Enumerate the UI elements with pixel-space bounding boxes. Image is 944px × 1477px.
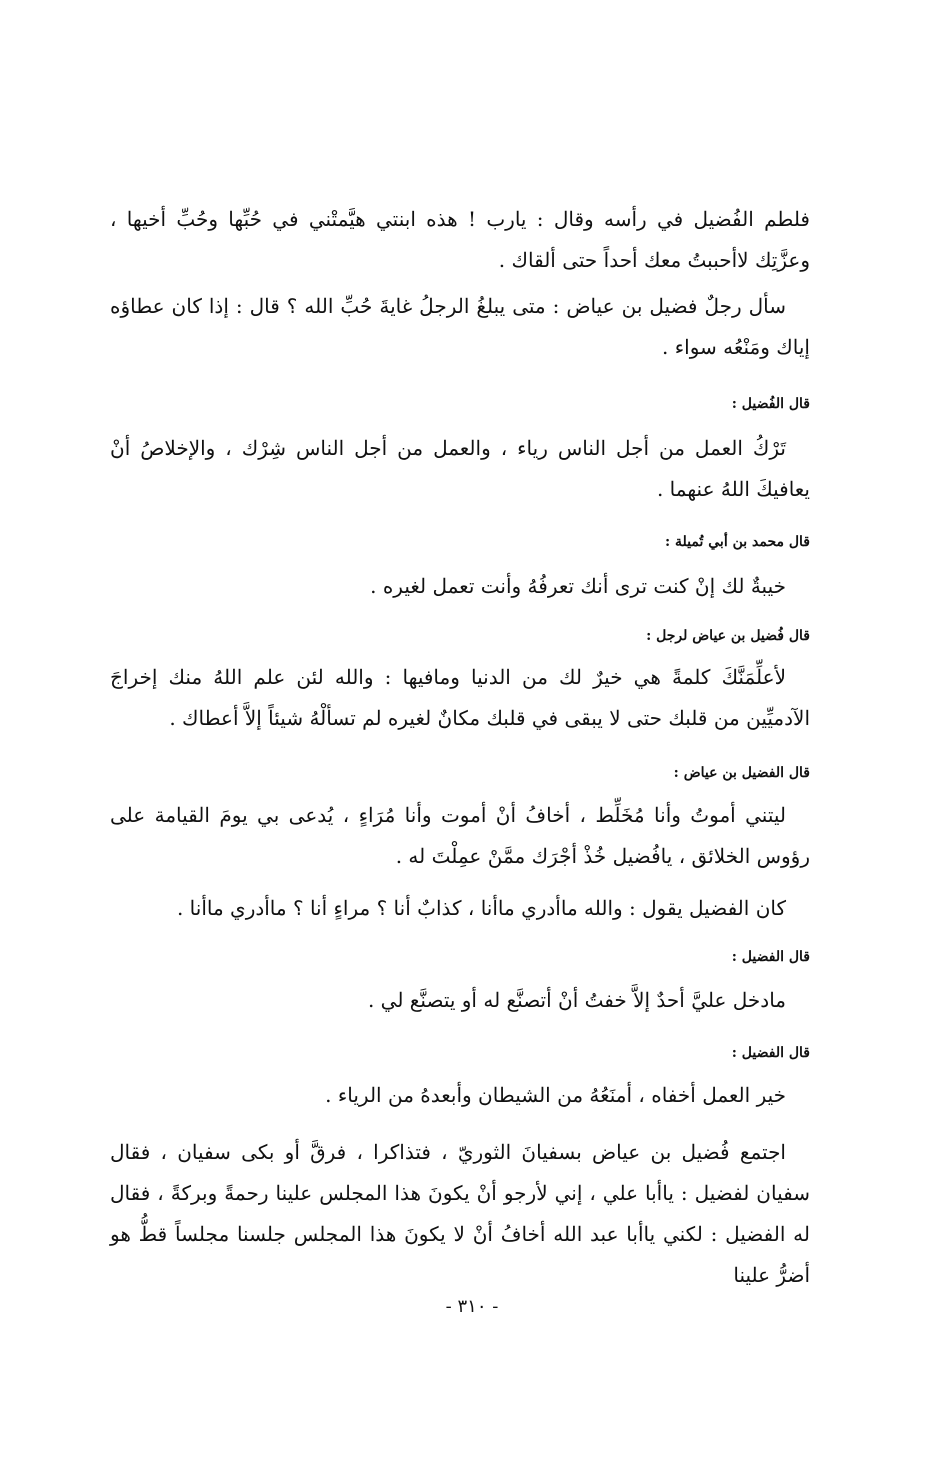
- paragraph-7: كان الفضيل يقول : والله ماأدري ماأنا ، كذابٌ أنا ؟ مراءٍ أنا ؟ ماأدري ماأنا .: [176, 896, 786, 920]
- paragraph-8: مادخل عليَّ أحدٌ إلاَّ خفتُ أنْ أتصنَّع له أو يتصنَّع لي .: [367, 988, 786, 1012]
- section-heading: قال الفضيل :: [731, 1045, 810, 1061]
- paragraph-10: اجتمع فُضيل بن عياض بسفيانَ الثوريّ ، فتذاكرا ، فرقَّ أو بكى سفيان ، فقال سفيان لفضيل : ياأبا علي ، إني لأرجو أنْ يكونَ هذا المجلس علينا رحمةً وبركةً ، فقال له الفضيل : لكني ياأبا عبد الله أخافُ أنْ لا يكونَ هذا المجلس جلسنا مجلساً قطُّ هو أضرُّ علينا: [110, 1140, 810, 1287]
- section-heading: قال الفضيل :: [731, 949, 810, 965]
- paragraph-3: تَرْكُ العمل من أجل الناس رياء ، والعمل من أجل الناس شِرْك ، والإخلاصُ أنْ يعافيكَ اللهُ عنهما .: [110, 436, 810, 501]
- paragraph-1: فلطم الفُضيل في رأسه وقال : يارب ! هذه ابنتي هيَّمتْني في حُبِّها وحُبِّ أخيها ، وعزَّتِك لاأحببتُ معك أحداً حتى ألقاك .: [110, 207, 810, 272]
- section-heading: قال الفُضيل :: [731, 396, 810, 412]
- paragraph-9: خير العمل أخفاه ، أمنَعُهُ من الشيطان وأبعدهُ من الرياء .: [325, 1083, 786, 1107]
- paragraph-4: خيبةٌ لك إنْ كنت ترى أنك تعرفُهُ وأنت تعمل لغيره .: [370, 574, 786, 598]
- page-number: - ٣١٠ -: [445, 1296, 499, 1317]
- section-heading: قال الفضيل بن عياض :: [673, 765, 810, 781]
- section-heading: قال محمد بن أبي تُميلة :: [664, 534, 810, 550]
- paragraph-6: ليتني أموتُ وأنا مُخَلِّط ، أخافُ أنْ أموت وأنا مُرَاءٍ ، يُدعى بي يومَ القيامة على رؤوس الخلائق ، يافُضيل خُذْ أجْرَك ممَّنْ عمِلْتَ له .: [110, 803, 810, 868]
- paragraph-2: سأل رجلٌ فضيل بن عياض : متى يبلغُ الرجلُ غايةَ حُبِّ الله ؟ قال : إذا كان عطاؤه إياك ومَنْعُه سواء .: [110, 294, 810, 359]
- paragraph-5: لأعلِّمَنَّكَ كلمةً هي خيرٌ لك من الدنيا ومافيها : والله لئن علم اللهُ منك إخراجَ الآدميِّين من قلبك حتى لا يبقى في قلبك مكانٌ لغيره لم تسألْهُ شيئاً إلاَّ أعطاك .: [110, 665, 810, 730]
- section-heading: قال فُضيل بن عياض لرجل :: [646, 628, 810, 644]
- book-page: [110, 0, 810, 1477]
